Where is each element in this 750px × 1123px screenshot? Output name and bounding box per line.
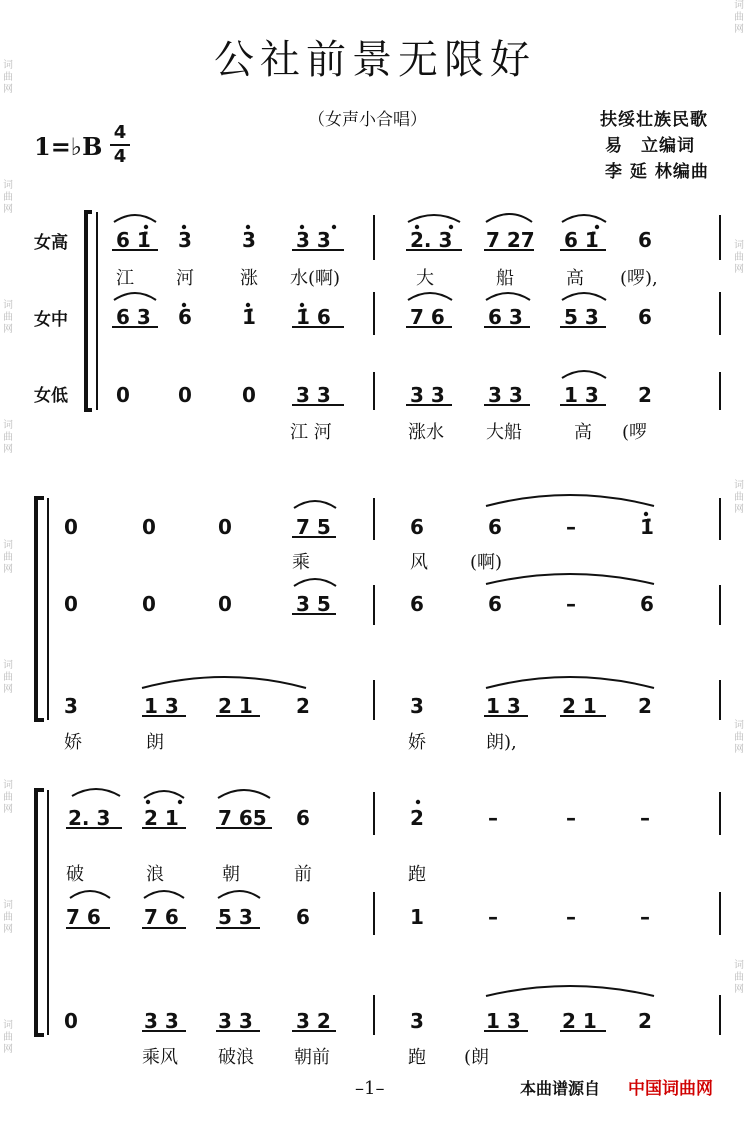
s1-bass-note-1: 0 xyxy=(116,383,130,407)
s2-bass-lyric-2: 朗 xyxy=(146,732,164,753)
system2-bracket xyxy=(36,498,44,720)
s1-bass-note-2: 0 xyxy=(178,383,192,407)
s1-bass-note-6: 3 3 xyxy=(488,383,523,407)
s3-alto-note-8: – xyxy=(640,905,650,929)
s3-bass-note-8: 2 xyxy=(638,1009,652,1033)
s3-soprano-note-7: – xyxy=(566,806,576,830)
source-site-link[interactable]: 中国词曲网 xyxy=(628,1079,713,1099)
s2-soprano-note-3: 0 xyxy=(218,515,232,539)
s2-alto-note-7: – xyxy=(566,592,576,616)
watermark-right-5: 词曲网 xyxy=(734,960,744,995)
s1-alto-note-1: 6 3 xyxy=(116,305,151,329)
s2-bass-note-4: 2 xyxy=(296,694,310,718)
s3-alto-note-2: 7 6 xyxy=(144,905,179,929)
s1-bass-note-4: 3 3 xyxy=(296,383,331,407)
s1-bass-note-7: 1 3 xyxy=(564,383,599,407)
part-label-alto: 女中 xyxy=(34,310,68,330)
s3-bass-note-7: 2 1 xyxy=(562,1009,597,1033)
s1-soprano-note-1: 6 1̇ xyxy=(116,228,151,252)
s3-bass-note-2: 3 3 xyxy=(144,1009,179,1033)
s3-soprano-note-1: 2. 3 xyxy=(68,806,111,830)
s2-alto-note-6: 6 xyxy=(488,592,502,616)
s2-alto-note-1: 0 xyxy=(64,592,78,616)
s3-soprano-note-8: – xyxy=(640,806,650,830)
s2-alto-note-5: 6 xyxy=(410,592,424,616)
s2-bass-note-6: 1 3 xyxy=(486,694,521,718)
s1-soprano-note-3: 3 xyxy=(242,228,256,252)
watermark-left-1: 词曲网 xyxy=(3,60,13,95)
s3-soprano-note-4: 6 xyxy=(296,806,310,830)
s3-bass-note-1: 0 xyxy=(64,1009,78,1033)
s3-bass-lyric-2: 破浪 xyxy=(218,1047,254,1068)
watermark-right-3: 词曲网 xyxy=(734,480,744,515)
s2-lyric-3: (啊) xyxy=(470,552,503,573)
s2-soprano-note-6: 6 xyxy=(488,515,502,539)
s3-bass-lyric-3: 朝前 xyxy=(294,1047,330,1068)
s2-soprano-note-7: – xyxy=(566,515,576,539)
watermark-left-6: 词曲网 xyxy=(3,660,13,695)
s1-lyric-4: 水(啊) xyxy=(290,268,341,289)
source-label: 本曲谱源自 xyxy=(520,1079,601,1098)
credit-origin: 扶绥壮族民歌 xyxy=(600,110,708,130)
s2-bass-lyric-3: 娇 xyxy=(408,732,426,753)
page-number: –1– xyxy=(355,1078,385,1099)
s2-alto-note-8: 6 xyxy=(640,592,654,616)
s1-lyric-2: 河 xyxy=(176,268,194,289)
s1-bass-lyric-3: 大船 xyxy=(486,422,522,443)
s3-bass-lyric-5: (朗 xyxy=(464,1047,490,1068)
s2-lyric-2: 风 xyxy=(410,552,428,573)
s3-lyric-3: 朝 xyxy=(222,864,240,885)
watermark-left-4: 词曲网 xyxy=(3,420,13,455)
s1-lyric-6: 船 xyxy=(496,268,514,289)
s3-soprano-note-3: 7 65 xyxy=(218,806,267,830)
s1-alto-note-4: 1̇ 6 xyxy=(296,305,331,329)
s1-bass-lyric-5: (啰 xyxy=(622,422,648,443)
s3-lyric-5: 跑 xyxy=(408,864,426,885)
system1-bracket xyxy=(86,212,92,410)
performance-type: （女声小合唱） xyxy=(308,110,427,130)
s3-bass-note-3: 3 3 xyxy=(218,1009,253,1033)
s2-bass-note-7: 2 1 xyxy=(562,694,597,718)
s1-soprano-note-2: 3 xyxy=(178,228,192,252)
time-bottom: 4 xyxy=(113,146,127,167)
s3-alto-note-4: 6 xyxy=(296,905,310,929)
s1-bass-lyric-1: 江 河 xyxy=(290,422,332,443)
s1-bass-lyric-4: 高 xyxy=(574,422,592,443)
s3-alto-note-7: – xyxy=(566,905,576,929)
s1-alto-note-3: 1̇ xyxy=(242,305,256,329)
s1-alto-note-2: 6 xyxy=(178,305,192,329)
s1-soprano-note-5: 2. 3 xyxy=(410,228,453,252)
s2-soprano-note-8: 1̇ xyxy=(640,515,654,539)
s3-soprano-note-6: – xyxy=(488,806,498,830)
s1-lyric-7: 高 xyxy=(566,268,584,289)
s2-bass-note-2: 1 3 xyxy=(144,694,179,718)
s1-bass-note-5: 3 3 xyxy=(410,383,445,407)
s2-alto-note-4: 3 5 xyxy=(296,592,331,616)
s3-alto-note-6: – xyxy=(488,905,498,929)
s3-lyric-1: 破 xyxy=(66,864,84,885)
s2-bass-note-5: 3 xyxy=(410,694,424,718)
s1-alto-note-6: 6 3 xyxy=(488,305,523,329)
s3-alto-note-5: 1 xyxy=(410,905,424,929)
key-signature: 1=♭B xyxy=(34,132,103,161)
part-label-soprano: 女高 xyxy=(34,233,68,253)
s1-alto-note-7: 5 3 xyxy=(564,305,599,329)
s3-alto-note-3: 5 3 xyxy=(218,905,253,929)
s2-soprano-note-2: 0 xyxy=(142,515,156,539)
s2-alto-note-2: 0 xyxy=(142,592,156,616)
part-label-bass: 女低 xyxy=(34,386,68,406)
s1-soprano-note-7: 6 1̇ xyxy=(564,228,599,252)
s1-bass-note-3: 0 xyxy=(242,383,256,407)
credit-arranger: 李 延 林编曲 xyxy=(605,162,709,182)
s1-soprano-note-6: 7 27 xyxy=(486,228,535,252)
s2-soprano-note-4: 7 5 xyxy=(296,515,331,539)
watermark-left-9: 词曲网 xyxy=(3,1020,13,1055)
s2-soprano-note-1: 0 xyxy=(64,515,78,539)
s1-soprano-note-8: 6 xyxy=(638,228,652,252)
s1-lyric-5: 大 xyxy=(416,268,434,289)
s2-bass-lyric-1: 娇 xyxy=(64,732,82,753)
s2-bass-note-3: 2 1 xyxy=(218,694,253,718)
s3-soprano-note-5: 2 xyxy=(410,806,424,830)
watermark-right-2: 词曲网 xyxy=(734,240,744,275)
s1-lyric-8: (啰), xyxy=(620,268,658,289)
s1-lyric-3: 涨 xyxy=(240,268,258,289)
watermark-right-1: 词曲网 xyxy=(734,0,744,35)
s2-soprano-note-5: 6 xyxy=(410,515,424,539)
s3-bass-note-4: 3 2 xyxy=(296,1009,331,1033)
system3-bracket xyxy=(36,790,44,1035)
credit-lyricist: 易 立编词 xyxy=(605,136,695,156)
s3-bass-note-6: 1 3 xyxy=(486,1009,521,1033)
time-top: 4 xyxy=(110,122,130,146)
watermark-left-5: 词曲网 xyxy=(3,540,13,575)
song-title: 公社前景无限好 xyxy=(214,37,536,83)
s3-soprano-note-2: 2 1 xyxy=(144,806,179,830)
watermark-right-4: 词曲网 xyxy=(734,720,744,755)
s2-bass-note-8: 2 xyxy=(638,694,652,718)
watermark-left-7: 词曲网 xyxy=(3,780,13,815)
s1-bass-lyric-2: 涨水 xyxy=(408,422,444,443)
s1-bass-note-8: 2 xyxy=(638,383,652,407)
s1-alto-note-5: 7 6 xyxy=(410,305,445,329)
s3-bass-lyric-4: 跑 xyxy=(408,1047,426,1068)
s1-alto-note-8: 6 xyxy=(638,305,652,329)
s1-lyric-1: 江 xyxy=(116,268,134,289)
watermark-left-2: 词曲网 xyxy=(3,180,13,215)
s2-lyric-1: 乘 xyxy=(292,552,310,573)
s3-lyric-2: 浪 xyxy=(146,864,164,885)
s3-bass-lyric-1: 乘风 xyxy=(142,1047,178,1068)
s3-alto-note-1: 7 6 xyxy=(66,905,101,929)
watermark-left-3: 词曲网 xyxy=(3,300,13,335)
s2-alto-note-3: 0 xyxy=(218,592,232,616)
s1-soprano-note-4: 3 3 xyxy=(296,228,331,252)
s2-bass-lyric-4: 朗), xyxy=(486,732,517,753)
s2-bass-note-1: 3 xyxy=(64,694,78,718)
s3-lyric-4: 前 xyxy=(294,864,312,885)
watermark-left-8: 词曲网 xyxy=(3,900,13,935)
s3-bass-note-5: 3 xyxy=(410,1009,424,1033)
